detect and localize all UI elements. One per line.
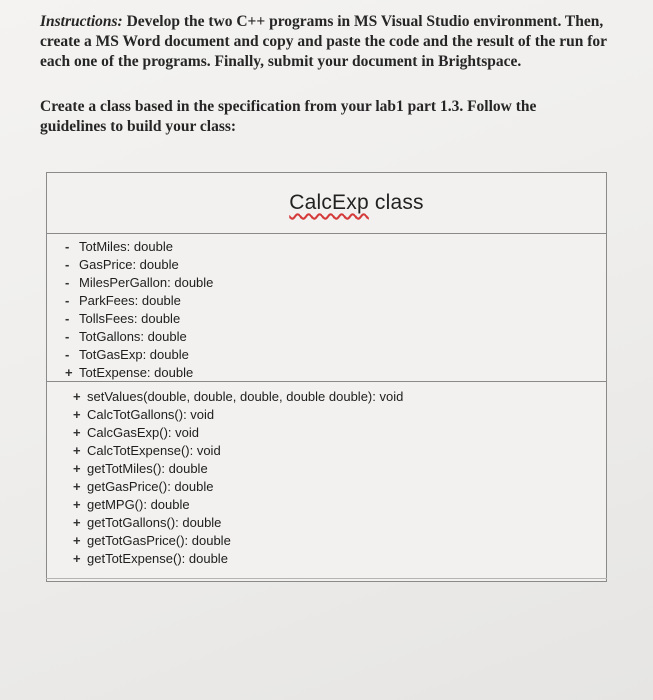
method-text: getTotGallons(): double <box>87 515 222 530</box>
method-item <box>73 496 606 514</box>
visibility-marker: - <box>65 293 70 308</box>
visibility-marker: + <box>73 389 81 404</box>
visibility-marker: + <box>73 479 81 494</box>
attribute-item <box>65 238 606 256</box>
visibility-marker: - <box>65 329 70 344</box>
instructions-body: Develop the two C++ programs in MS Visual Studio environment. Then, create a MS Word document and copy and paste the code and the result of the run for each one of the programs. Finally, submit your document in Brightspace. <box>40 13 607 70</box>
attribute-item <box>65 274 606 292</box>
visibility-marker: - <box>65 275 70 290</box>
visibility-marker: + <box>65 365 73 380</box>
divider <box>46 578 607 579</box>
method-text: getMPG(): double <box>87 497 190 512</box>
attribute-item <box>65 292 606 310</box>
methods-list <box>47 382 606 568</box>
method-text: setValues(double, double, double, double double): void <box>87 389 404 404</box>
class-title <box>289 191 424 215</box>
method-text: CalcGasExp(): void <box>87 425 199 440</box>
class-suffix: class <box>368 191 424 214</box>
visibility-marker: + <box>73 497 81 512</box>
attributes-list <box>47 234 606 382</box>
attribute-text: ParkFees: double <box>79 293 181 308</box>
task-paragraph: Create a class based in the specification from your lab1 part 1.3. Follow the guidelines to build your class: <box>40 98 537 135</box>
visibility-marker: + <box>73 407 81 422</box>
method-item <box>73 424 606 442</box>
method-text: getGasPrice(): double <box>87 479 214 494</box>
method-text: CalcTotExpense(): void <box>87 443 221 458</box>
visibility-marker: - <box>65 257 70 272</box>
method-item <box>73 550 606 568</box>
attribute-item <box>65 310 606 328</box>
attribute-text: GasPrice: double <box>79 257 179 272</box>
visibility-marker: + <box>73 551 81 566</box>
method-item <box>73 478 606 496</box>
attribute-item <box>65 256 606 274</box>
method-text: getTotMiles(): double <box>87 461 208 476</box>
visibility-marker: + <box>73 515 81 530</box>
attribute-item <box>65 364 606 382</box>
attribute-item <box>65 328 606 346</box>
method-text: getTotExpense(): double <box>87 551 228 566</box>
attribute-text: TotMiles: double <box>79 239 173 254</box>
visibility-marker: + <box>73 443 81 458</box>
attribute-text: TotExpense: double <box>79 365 194 380</box>
visibility-marker: - <box>65 239 70 254</box>
visibility-marker: + <box>73 461 81 476</box>
method-item <box>73 442 606 460</box>
method-item <box>73 514 606 532</box>
visibility-marker: + <box>73 425 81 440</box>
method-text: CalcTotGallons(): void <box>87 407 215 422</box>
attribute-text: TotGasExp: double <box>79 347 189 362</box>
method-item <box>73 532 606 550</box>
visibility-marker: - <box>65 347 70 362</box>
attribute-item <box>65 346 606 364</box>
attribute-text: TollsFees: double <box>79 311 181 326</box>
class-name: CalcExp <box>289 191 369 214</box>
method-item <box>73 388 606 406</box>
attribute-text: TotGallons: double <box>79 329 187 344</box>
attribute-text: MilesPerGallon: double <box>79 275 214 290</box>
visibility-marker: + <box>73 533 81 548</box>
instructions-paragraph <box>40 12 640 72</box>
instructions-lead: Instructions: <box>40 13 123 30</box>
visibility-marker: - <box>65 311 70 326</box>
method-item <box>73 406 606 424</box>
method-text: getTotGasPrice(): double <box>87 533 231 548</box>
uml-class-diagram <box>46 172 607 582</box>
method-item <box>73 460 606 478</box>
uml-class-header <box>47 173 606 234</box>
